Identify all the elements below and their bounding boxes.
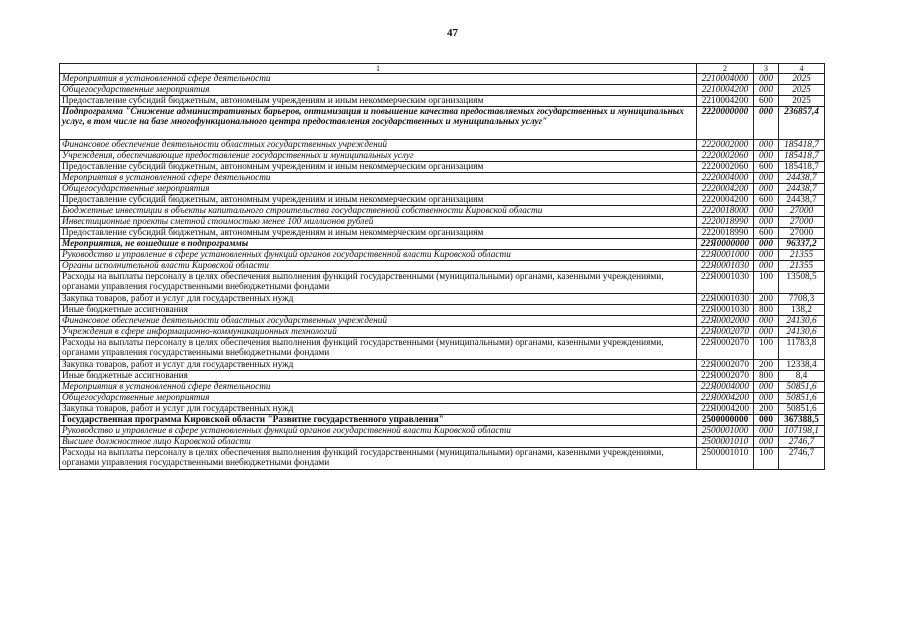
row-name-cell: Иные бюджетные ассигнования bbox=[60, 371, 697, 382]
row-name-cell: Государственная программа Кировской области "Развитие государственного управления" bbox=[60, 415, 697, 426]
row-code-cell: 2220018000 bbox=[697, 206, 754, 217]
table-row bbox=[60, 393, 825, 404]
row-type-cell: 200 bbox=[754, 360, 779, 371]
row-name-cell: Подпрограмма "Снижение административных барьеров, оптимизация и повышение качества предоставляемых государственных и муниципальных услуг, в том числе на базе многофункционального центра предоставления государственных и муниципальных услуг" bbox=[60, 107, 697, 140]
row-code-cell: 2220018990 bbox=[697, 228, 754, 239]
table-row bbox=[60, 206, 825, 217]
table-row bbox=[60, 382, 825, 393]
row-code-cell: 2220000000 bbox=[697, 107, 754, 140]
row-sum-cell: 27000 bbox=[779, 206, 825, 217]
table-row bbox=[60, 96, 825, 107]
table-row bbox=[60, 184, 825, 195]
row-sum-cell: 236857,4 bbox=[779, 107, 825, 140]
row-sum-cell: 12338,4 bbox=[779, 360, 825, 371]
row-code-cell: 2220004000 bbox=[697, 173, 754, 184]
row-name-cell: Расходы на выплаты персоналу в целях обеспечения выполнения функций государственными (муниципальными) органами, казенными учреждениями, органами управления государственными внебюджетными фондами bbox=[60, 338, 697, 360]
budget-table bbox=[59, 63, 825, 470]
table-row bbox=[60, 316, 825, 327]
row-sum-cell: 27000 bbox=[779, 217, 825, 228]
row-sum-cell: 2025 bbox=[779, 85, 825, 96]
row-sum-cell: 2746,7 bbox=[779, 437, 825, 448]
row-sum-cell: 50851,6 bbox=[779, 404, 825, 415]
table-row bbox=[60, 239, 825, 250]
row-sum-cell: 24438,7 bbox=[779, 184, 825, 195]
row-type-cell: 200 bbox=[754, 404, 779, 415]
row-code-cell: 22Я0001030 bbox=[697, 261, 754, 272]
row-sum-cell: 24438,7 bbox=[779, 195, 825, 206]
row-sum-cell: 2025 bbox=[779, 96, 825, 107]
row-code-cell: 2500001010 bbox=[697, 437, 754, 448]
row-sum-cell: 185418,7 bbox=[779, 162, 825, 173]
row-name-cell: Инвестиционные проекты сметной стоимостью менее 100 миллионов рублей bbox=[60, 217, 697, 228]
row-name-cell: Органы исполнительной власти Кировской области bbox=[60, 261, 697, 272]
row-type-cell: 100 bbox=[754, 272, 779, 294]
row-code-cell: 2220002000 bbox=[697, 140, 754, 151]
row-name-cell: Расходы на выплаты персоналу в целях обеспечения выполнения функций государственными (муниципальными) органами, казенными учреждениями, органами управления государственными внебюджетными фондами bbox=[60, 448, 697, 470]
row-type-cell: 000 bbox=[754, 85, 779, 96]
table-row bbox=[60, 327, 825, 338]
row-code-cell: 2210004200 bbox=[697, 96, 754, 107]
row-name-cell: Учреждения, обеспечивающие предоставление государственных и муниципальных услуг bbox=[60, 151, 697, 162]
row-code-cell: 22Я0002070 bbox=[697, 327, 754, 338]
row-code-cell: 22Я0004200 bbox=[697, 404, 754, 415]
row-name-cell: Мероприятия в установленной сфере деятельности bbox=[60, 382, 697, 393]
row-name-cell: Финансовое обеспечение деятельности областных государственных учреждений bbox=[60, 140, 697, 151]
row-sum-cell: 50851,6 bbox=[779, 393, 825, 404]
row-sum-cell: 8,4 bbox=[779, 371, 825, 382]
row-sum-cell: 24438,7 bbox=[779, 173, 825, 184]
table-row bbox=[60, 85, 825, 96]
row-type-cell: 000 bbox=[754, 261, 779, 272]
row-name-cell: Закупка товаров, работ и услуг для государственных нужд bbox=[60, 360, 697, 371]
row-code-cell: 22Я0004200 bbox=[697, 393, 754, 404]
row-type-cell: 000 bbox=[754, 173, 779, 184]
row-sum-cell: 13508,5 bbox=[779, 272, 825, 294]
row-type-cell: 600 bbox=[754, 96, 779, 107]
row-code-cell: 2220004200 bbox=[697, 195, 754, 206]
row-type-cell: 000 bbox=[754, 327, 779, 338]
table-row bbox=[60, 338, 825, 360]
row-name-cell: Учреждения в сфере информационно-коммуникационных технологий bbox=[60, 327, 697, 338]
row-code-cell: 22Я0002000 bbox=[697, 316, 754, 327]
table-row bbox=[60, 162, 825, 173]
row-code-cell: 22Я0002070 bbox=[697, 371, 754, 382]
row-type-cell: 000 bbox=[754, 316, 779, 327]
header-col-4: 4 bbox=[779, 64, 825, 74]
table-row bbox=[60, 404, 825, 415]
row-type-cell: 000 bbox=[754, 239, 779, 250]
row-type-cell: 000 bbox=[754, 206, 779, 217]
row-name-cell: Финансовое обеспечение деятельности областных государственных учреждений bbox=[60, 316, 697, 327]
row-name-cell: Мероприятия, не вошедшие в подпрограммы bbox=[60, 239, 697, 250]
row-code-cell: 2210004000 bbox=[697, 74, 754, 85]
row-sum-cell: 185418,7 bbox=[779, 151, 825, 162]
row-name-cell: Общегосударственные мероприятия bbox=[60, 184, 697, 195]
row-type-cell: 100 bbox=[754, 338, 779, 360]
row-code-cell: 2220018990 bbox=[697, 217, 754, 228]
row-sum-cell: 24130,6 bbox=[779, 327, 825, 338]
table-row bbox=[60, 217, 825, 228]
row-sum-cell: 96337,2 bbox=[779, 239, 825, 250]
row-type-cell: 800 bbox=[754, 371, 779, 382]
row-type-cell: 800 bbox=[754, 305, 779, 316]
header-col-3: 3 bbox=[754, 64, 779, 74]
row-name-cell: Иные бюджетные ассигнования bbox=[60, 305, 697, 316]
table-row bbox=[60, 250, 825, 261]
row-sum-cell: 107198,1 bbox=[779, 426, 825, 437]
row-sum-cell: 11783,8 bbox=[779, 338, 825, 360]
row-type-cell: 000 bbox=[754, 415, 779, 426]
row-sum-cell: 2746,7 bbox=[779, 448, 825, 470]
row-type-cell: 000 bbox=[754, 140, 779, 151]
row-name-cell: Предоставление субсидий бюджетным, автономным учреждениям и иным некоммерческим организациям bbox=[60, 195, 697, 206]
row-sum-cell: 21355 bbox=[779, 261, 825, 272]
budget-table-body bbox=[60, 64, 825, 470]
row-name-cell: Общегосударственные мероприятия bbox=[60, 393, 697, 404]
row-type-cell: 000 bbox=[754, 107, 779, 140]
row-code-cell: 22Я0000000 bbox=[697, 239, 754, 250]
row-sum-cell: 2025 bbox=[779, 74, 825, 85]
row-code-cell: 22Я0001000 bbox=[697, 250, 754, 261]
row-code-cell: 2220004200 bbox=[697, 184, 754, 195]
row-name-cell: Руководство и управление в сфере установленных функций органов государственной власти Кировской области bbox=[60, 426, 697, 437]
row-type-cell: 000 bbox=[754, 184, 779, 195]
row-type-cell: 000 bbox=[754, 151, 779, 162]
row-code-cell: 2220002060 bbox=[697, 151, 754, 162]
row-code-cell: 2210004200 bbox=[697, 85, 754, 96]
row-type-cell: 600 bbox=[754, 228, 779, 239]
row-name-cell: Предоставление субсидий бюджетным, автономным учреждениям и иным некоммерческим организациям bbox=[60, 96, 697, 107]
row-name-cell: Закупка товаров, работ и услуг для государственных нужд bbox=[60, 404, 697, 415]
table-row bbox=[60, 294, 825, 305]
table-row bbox=[60, 305, 825, 316]
row-sum-cell: 21355 bbox=[779, 250, 825, 261]
row-name-cell: Бюджетные инвестиции в объекты капитального строительства государственной собственности Кировской области bbox=[60, 206, 697, 217]
row-code-cell: 22Я0002070 bbox=[697, 360, 754, 371]
page-number: 47 bbox=[447, 27, 458, 39]
row-code-cell: 22Я0002070 bbox=[697, 338, 754, 360]
row-sum-cell: 7708,3 bbox=[779, 294, 825, 305]
row-sum-cell: 50851,6 bbox=[779, 382, 825, 393]
row-type-cell: 100 bbox=[754, 448, 779, 470]
row-name-cell: Расходы на выплаты персоналу в целях обеспечения выполнения функций государственными (муниципальными) органами, казенными учреждениями, органами управления государственными внебюджетными фондами bbox=[60, 272, 697, 294]
row-name-cell: Закупка товаров, работ и услуг для государственных нужд bbox=[60, 294, 697, 305]
row-code-cell: 22Я0001030 bbox=[697, 305, 754, 316]
table-row bbox=[60, 195, 825, 206]
row-type-cell: 000 bbox=[754, 393, 779, 404]
table-row bbox=[60, 228, 825, 239]
table-header-row bbox=[60, 64, 825, 74]
row-code-cell: 2500000000 bbox=[697, 415, 754, 426]
row-name-cell: Общегосударственные мероприятия bbox=[60, 85, 697, 96]
table-row bbox=[60, 426, 825, 437]
row-name-cell: Мероприятия в установленной сфере деятельности bbox=[60, 173, 697, 184]
table-row bbox=[60, 107, 825, 140]
table-row bbox=[60, 173, 825, 184]
row-type-cell: 000 bbox=[754, 426, 779, 437]
table-row bbox=[60, 74, 825, 85]
row-sum-cell: 138,2 bbox=[779, 305, 825, 316]
row-code-cell: 22Я0001030 bbox=[697, 272, 754, 294]
row-sum-cell: 27000 bbox=[779, 228, 825, 239]
table-row bbox=[60, 272, 825, 294]
row-type-cell: 000 bbox=[754, 74, 779, 85]
row-name-cell: Предоставление субсидий бюджетным, автономным учреждениям и иным некоммерческим организациям bbox=[60, 162, 697, 173]
header-col-2: 2 bbox=[697, 64, 754, 74]
row-sum-cell: 185418,7 bbox=[779, 140, 825, 151]
row-code-cell: 2500001010 bbox=[697, 448, 754, 470]
table-row bbox=[60, 360, 825, 371]
row-type-cell: 200 bbox=[754, 294, 779, 305]
row-type-cell: 000 bbox=[754, 250, 779, 261]
row-sum-cell: 367388,5 bbox=[779, 415, 825, 426]
table-row bbox=[60, 140, 825, 151]
table-row bbox=[60, 371, 825, 382]
row-code-cell: 2500001000 bbox=[697, 426, 754, 437]
row-sum-cell: 24130,6 bbox=[779, 316, 825, 327]
row-type-cell: 600 bbox=[754, 195, 779, 206]
row-code-cell: 2220002060 bbox=[697, 162, 754, 173]
row-code-cell: 22Я0001030 bbox=[697, 294, 754, 305]
table-row bbox=[60, 448, 825, 470]
row-type-cell: 000 bbox=[754, 437, 779, 448]
table-row bbox=[60, 415, 825, 426]
row-name-cell: Руководство и управление в сфере установленных функций органов государственной власти Кировской области bbox=[60, 250, 697, 261]
table-row bbox=[60, 151, 825, 162]
row-name-cell: Высшее должностное лицо Кировской области bbox=[60, 437, 697, 448]
row-code-cell: 22Я0004000 bbox=[697, 382, 754, 393]
row-name-cell: Мероприятия в установленной сфере деятельности bbox=[60, 74, 697, 85]
header-col-1: 1 bbox=[60, 64, 697, 74]
row-type-cell: 000 bbox=[754, 382, 779, 393]
row-type-cell: 000 bbox=[754, 217, 779, 228]
table-row bbox=[60, 261, 825, 272]
row-name-cell: Предоставление субсидий бюджетным, автономным учреждениям и иным некоммерческим организациям bbox=[60, 228, 697, 239]
row-type-cell: 600 bbox=[754, 162, 779, 173]
table-row bbox=[60, 437, 825, 448]
